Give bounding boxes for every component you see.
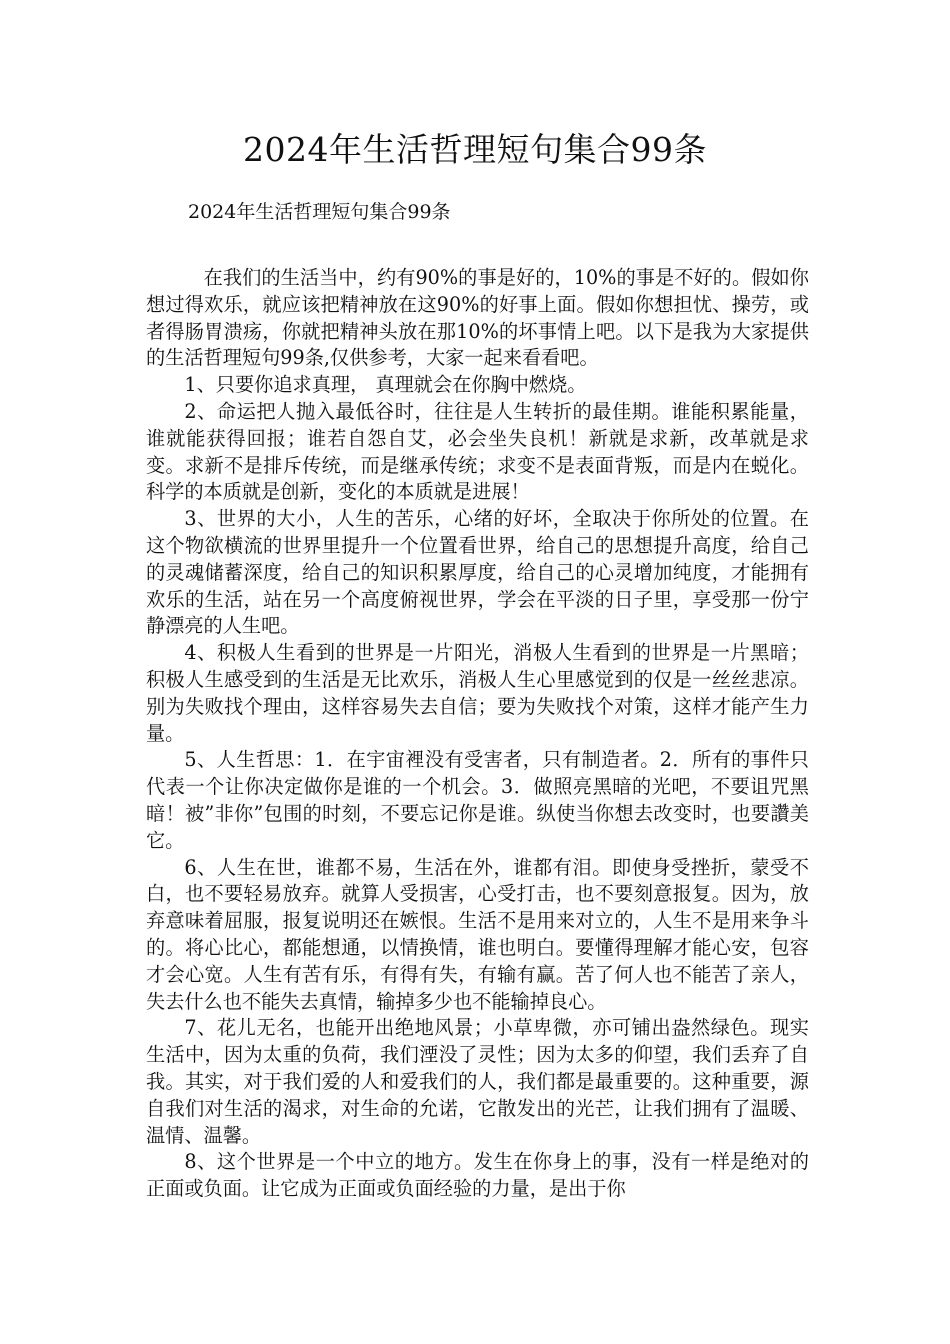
intro-paragraph: 在我们的生活当中，约有90%的事是好的，10%的事是不好的。假如你想过得欢乐，就应该把精神放在这90%的好事上面。假如你想担忧、操劳，或者得肠胃溃疡，你就把精神头放在那10%的坏事情上吧。以下是我为大家提供的生活哲理短句99条,仅供参考，大家一起来看看吧。 [146,266,809,370]
paragraph-item-4: 4、积极人生看到的世界是一片阳光，消极人生看到的世界是一片黑暗；积极人生感受到的生活是无比欢乐，消极人生心里感觉到的仅是一丝丝悲凉。别为失败找个理由，这样容易失去自信；要为失败找个对策，这样才能产生力量。 [146,641,809,745]
paragraph-item-8: 8、这个世界是一个中立的地方。发生在你身上的事，没有一样是绝对的正面或负面。让它成为正面或负面经验的力量，是出于你 [146,1150,809,1201]
paragraph-item-1: 1、只要你追求真理， 真理就会在你胸中燃烧。 [184,373,587,397]
paragraph-item-5: 5、人生哲思：1．在宇宙裡没有受害者，只有制造者。2．所有的事件只代表一个让你决定做你是谁的一个机会。3．做照亮黑暗的光吧，不要诅咒黑暗！被”非你”包围的时刻，不要忘记你是谁。纵使当你想去改变时，也要讚美它。 [146,748,809,852]
paragraph-item-3: 3、世界的大小，人生的苦乐，心绪的好坏，全取决于你所处的位置。在这个物欲横流的世界里提升一个位置看世界，给自己的思想提升高度，给自己的灵魂储蓄深度，给自己的知识积累厚度，给自己的心灵增加纯度，才能拥有欢乐的生活，站在另一个高度俯视世界，学会在平淡的日子里，享受那一份宁静漂亮的人生吧。 [146,507,809,638]
paragraph-item-6: 6、人生在世，谁都不易，生活在外，谁都有泪。即使身受挫折，蒙受不白，也不要轻易放弃。就算人受损害，心受打击，也不要刻意报复。因为，放弃意味着屈服，报复说明还在嫉恨。生活不是用来对立的，人生不是用来争斗的。将心比心，都能想通，以情换情，谁也明白。要懂得理解才能心安，包容才会心宽。人生有苦有乐，有得有失，有输有赢。苦了何人也不能苦了亲人，失去什么也不能失去真情，输掉多少也不能输掉良心。 [146,855,809,1013]
document-subtitle: 2024年生活哲理短句集合99条 [188,201,451,223]
document-title: 2024年生活哲理短句集合99条 [243,130,707,169]
paragraph-item-7: 7、花儿无名，也能开出绝地风景；小草卑微，亦可铺出盎然绿色。现实生活中，因为太重的负荷，我们湮没了灵性；因为太多的仰望，我们丢弃了自我。其实，对于我们爱的人和爱我们的人，我们都是最重要的。这种重要，源自我们对生活的渴求，对生命的允诺，它散发出的光芒，让我们拥有了温暖、温情、温馨。 [146,1016,809,1147]
document-body [146,265,809,1203]
paragraph-item-2: 2、命运把人抛入最低谷时，往往是人生转折的最佳期。谁能积累能量，谁就能获得回报；谁若自怨自艾，必会坐失良机！新就是求新，改革就是求变。求新不是排斥传统，而是继承传统；求变不是表面背叛，而是内在蜕化。科学的本质就是创新，变化的本质就是进展！ [146,399,809,504]
